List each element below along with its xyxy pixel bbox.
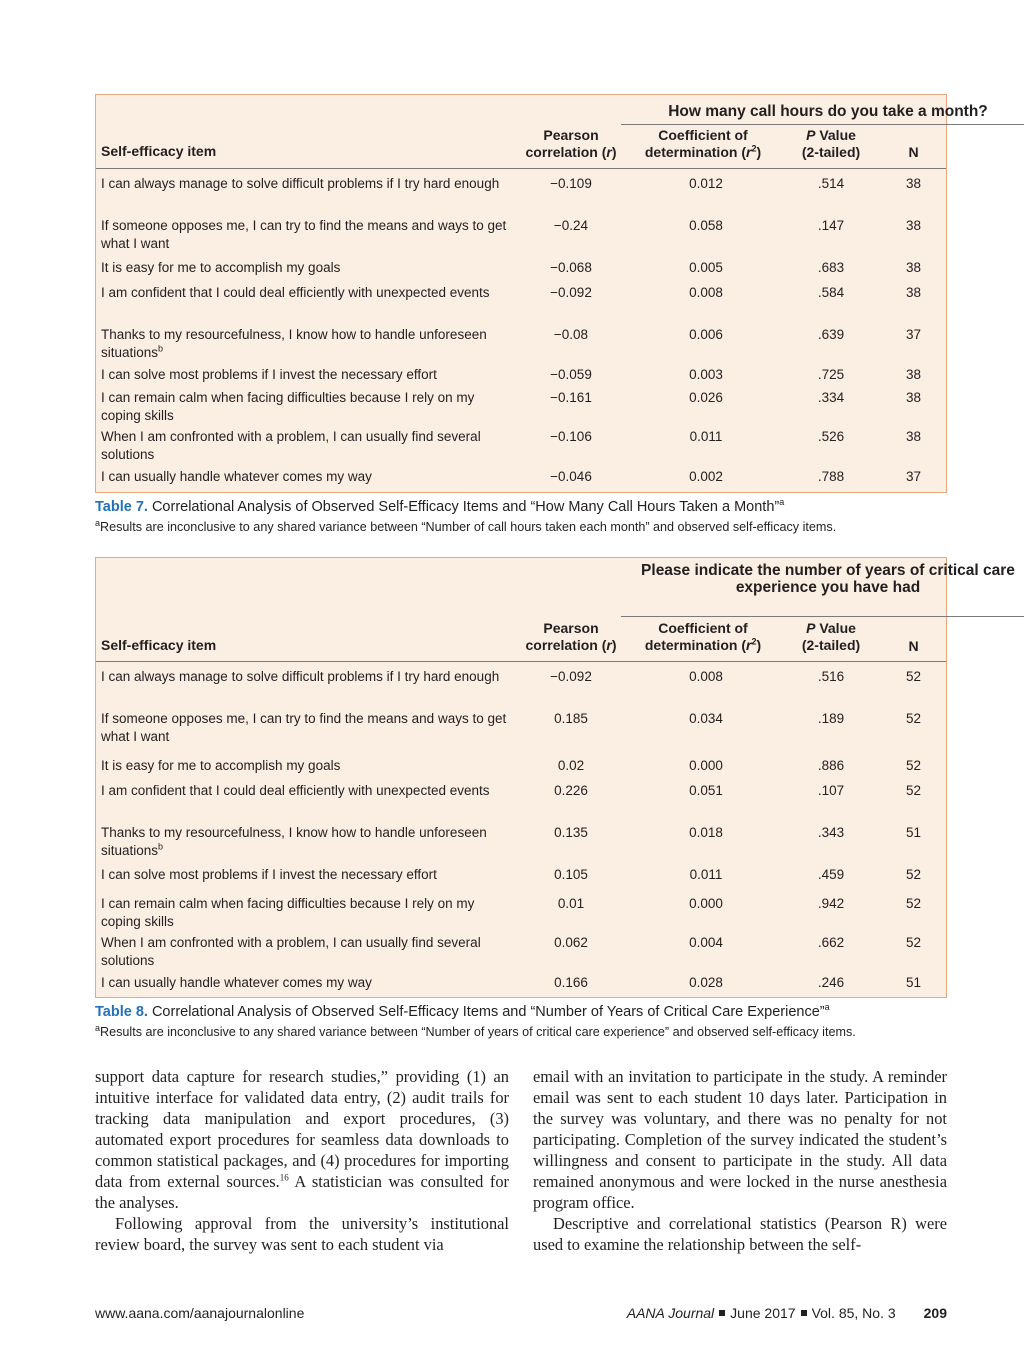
coefficient-value: 0.008 — [689, 285, 723, 300]
pearson-value: 0.185 — [554, 711, 588, 726]
coefficient-value: 0.011 — [689, 867, 723, 882]
n-value: 52 — [905, 867, 922, 882]
coefficient-value: 0.018 — [689, 825, 723, 840]
coefficient-value: 0.004 — [689, 935, 723, 950]
coefficient-value: 0.026 — [689, 390, 723, 405]
table-8-group-title: Please indicate the number of years of critical care experience you have had — [641, 562, 1015, 596]
pearson-value: −0.106 — [550, 429, 592, 444]
n-value: 38 — [905, 260, 922, 275]
body-paragraph: email with an invitation to participate in the study. A reminder email was sent to each student 10 days later. Participation in the survey was voluntary, and there was no penalty for not participating. Completion of the survey indicated the student’s willingness and consent to participate in the study. All data remained anonymous and were locked in the nurse anesthesia program office. — [533, 1067, 947, 1212]
bullet-square-icon — [801, 1310, 807, 1316]
page-number: 209 — [923, 1305, 947, 1321]
p-value: .343 — [817, 825, 845, 840]
table-8 — [95, 557, 1015, 998]
pearson-value: −0.092 — [550, 285, 592, 300]
coefficient-value: 0.008 — [689, 669, 723, 684]
self-efficacy-item: When I am confronted with a problem, I can usually find several solutions — [101, 935, 481, 968]
p-value: .683 — [817, 260, 845, 275]
coefficient-value: 0.058 — [689, 218, 723, 233]
coefficient-value: 0.051 — [689, 783, 723, 798]
pearson-value: 0.062 — [554, 935, 588, 950]
self-efficacy-item: I can solve most problems if I invest the necessary effort — [101, 867, 437, 882]
col-header-pvalue: P Value (2-tailed) — [801, 127, 861, 160]
n-value: 52 — [905, 669, 922, 684]
p-value: .514 — [817, 176, 845, 191]
self-efficacy-item: I can solve most problems if I invest the necessary effort — [101, 367, 437, 382]
caption-text: Correlational Analysis of Observed Self-Efficacy Items and “Number of Years of Critical Care Experience” — [151, 1004, 825, 1020]
self-efficacy-item: Thanks to my resourcefulness, I know how to handle unforeseen situations$^b$ — [101, 825, 487, 858]
caption-label: Table 8. — [95, 1004, 148, 1020]
table-8-caption: Table 8. Correlational Analysis of Observed Self-Efficacy Items and “Number of Years of Critical Care Experience”$^a$ — [95, 1002, 830, 1020]
pearson-value: −0.092 — [550, 669, 592, 684]
self-efficacy-item: I can always manage to solve difficult problems if I try hard enough — [101, 669, 500, 684]
pearson-value: 0.166 — [554, 975, 588, 990]
p-value: .526 — [817, 429, 845, 444]
n-value: 38 — [905, 176, 922, 191]
table-7-footnote: $^a$Results are inconclusive to any shared variance between “Number of call hours taken each month” and observed self-efficacy items. — [95, 517, 837, 534]
n-value: 52 — [905, 783, 922, 798]
p-value: .334 — [817, 390, 845, 405]
pearson-value: 0.02 — [557, 758, 585, 773]
p-value: .516 — [817, 669, 845, 684]
body-paragraph: Descriptive and correlational statistics (Pearson R) were used to examine the relationship between the self- — [533, 1214, 947, 1254]
footer-citation — [627, 1305, 947, 1322]
self-efficacy-item: I can always manage to solve difficult problems if I try hard enough — [101, 176, 500, 191]
n-value: 52 — [905, 896, 922, 911]
pearson-value: −0.08 — [553, 327, 589, 342]
coefficient-value: 0.034 — [689, 711, 723, 726]
header-divider — [96, 168, 946, 169]
col-header-coefficient: Coefficient of determination $(r^2)$ — [644, 127, 762, 160]
col-header-n: N — [908, 638, 919, 654]
p-value: .584 — [817, 285, 845, 300]
n-value: 38 — [905, 367, 922, 382]
pearson-value: 0.01 — [557, 896, 585, 911]
n-value: 38 — [905, 429, 922, 444]
caption-label: Table 7. — [95, 499, 148, 515]
col-header-pvalue: P Value (2-tailed) — [801, 620, 861, 653]
table-7-caption: Table 7. Correlational Analysis of Observed Self-Efficacy Items and “How Many Call Hours Taken a Month”$^a$ — [95, 497, 785, 515]
item-header: Self-efficacy item — [101, 637, 217, 653]
p-value: .639 — [817, 327, 845, 342]
coefficient-value: 0.003 — [689, 367, 723, 382]
pearson-value: 0.226 — [554, 783, 588, 798]
p-value: .942 — [817, 896, 845, 911]
n-value: 37 — [905, 469, 922, 484]
p-value: .725 — [817, 367, 845, 382]
col-header-coefficient: Coefficient of determination $(r^2)$ — [644, 620, 762, 653]
pearson-value: 0.135 — [554, 825, 588, 840]
self-efficacy-item: I am confident that I could deal efficiently with unexpected events — [101, 783, 490, 798]
body-column-left — [95, 1066, 509, 1255]
self-efficacy-item: It is easy for me to accomplish my goals — [101, 260, 341, 275]
self-efficacy-item: When I am confronted with a problem, I can usually find several solutions — [101, 429, 481, 462]
body-paragraph: Following approval from the university’s institutional review board, the survey was sent to each student via — [95, 1214, 509, 1254]
p-value: .788 — [817, 469, 845, 484]
self-efficacy-item: I am confident that I could deal efficiently with unexpected events — [101, 285, 490, 300]
self-efficacy-item: If someone opposes me, I can try to find the means and ways to get what I want — [101, 218, 507, 251]
coefficient-value: 0.011 — [689, 429, 723, 444]
coefficient-value: 0.000 — [689, 896, 723, 911]
coefficient-value: 0.002 — [689, 469, 723, 484]
pearson-value: −0.109 — [550, 176, 592, 191]
n-value: 52 — [905, 711, 922, 726]
pearson-value: −0.046 — [550, 469, 592, 484]
coefficient-value: 0.005 — [689, 260, 723, 275]
p-value: .189 — [817, 711, 845, 726]
issue-date: June 2017 — [730, 1305, 796, 1321]
body-column-right — [533, 1066, 947, 1255]
n-value: 38 — [905, 390, 922, 405]
p-value: .246 — [817, 975, 845, 990]
n-value: 38 — [905, 285, 922, 300]
group-divider — [621, 616, 1024, 617]
pearson-value: 0.105 — [554, 867, 588, 882]
table-7 — [95, 94, 988, 493]
caption-text: Correlational Analysis of Observed Self-Efficacy Items and “How Many Call Hours Taken a Month” — [151, 499, 780, 515]
coefficient-value: 0.012 — [689, 176, 723, 191]
n-value: 52 — [905, 935, 922, 950]
item-header: Self-efficacy item — [101, 143, 217, 159]
pearson-value: −0.068 — [550, 260, 592, 275]
n-value: 37 — [905, 327, 922, 342]
self-efficacy-item: Thanks to my resourcefulness, I know how to handle unforeseen situations$^b$ — [101, 327, 487, 360]
col-header-pearson: Pearson correlation (r) — [525, 127, 617, 160]
table-7-group-title: How many call hours do you take a month? — [668, 103, 988, 120]
header-divider — [96, 661, 946, 662]
self-efficacy-item: It is easy for me to accomplish my goals — [101, 758, 341, 773]
n-value: 51 — [905, 825, 922, 840]
p-value: .662 — [817, 935, 845, 950]
pearson-value: −0.059 — [550, 367, 592, 382]
col-header-pearson: Pearson correlation (r) — [525, 620, 617, 653]
p-value: .107 — [817, 783, 845, 798]
pearson-value: −0.161 — [550, 390, 592, 405]
coefficient-value: 0.006 — [689, 327, 723, 342]
self-efficacy-item: I can usually handle whatever comes my way — [101, 975, 372, 990]
body-paragraph: support data capture for research studies,” providing (1) an intuitive interface for validated data entry, (2) audit trails for tracking data manipulation and export procedures, (3) automated export procedures for seamless data downloads to common statistical packages, and (4) procedures for importing data from external sources.$^{16}$ A statistician was consulted for the analyses. — [95, 1067, 509, 1212]
group-divider — [621, 124, 1024, 125]
n-value: 38 — [905, 218, 922, 233]
n-value: 51 — [905, 975, 922, 990]
self-efficacy-item: I can remain calm when facing difficulties because I rely on my coping skills — [101, 390, 475, 423]
footer-url: www.aana.com/aanajournalonline — [95, 1305, 305, 1321]
self-efficacy-item: I can usually handle whatever comes my way — [101, 469, 372, 484]
coefficient-value: 0.000 — [689, 758, 723, 773]
p-value: .886 — [817, 758, 845, 773]
n-value: 52 — [905, 758, 922, 773]
pearson-value: −0.24 — [553, 218, 589, 233]
volume-info: Vol. 85, No. 3 — [811, 1305, 896, 1321]
p-value: .147 — [817, 218, 845, 233]
table-8-footnote: $^a$Results are inconclusive to any shared variance between “Number of years of critical care experience” and observed self-efficacy items. — [95, 1022, 856, 1039]
bullet-square-icon — [719, 1310, 725, 1316]
self-efficacy-item: If someone opposes me, I can try to find the means and ways to get what I want — [101, 711, 507, 744]
coefficient-value: 0.028 — [689, 975, 723, 990]
col-header-n: N — [908, 144, 919, 160]
journal-name: AANA Journal — [626, 1305, 715, 1321]
p-value: .459 — [817, 867, 845, 882]
self-efficacy-item: I can remain calm when facing difficulties because I rely on my coping skills — [101, 896, 475, 929]
